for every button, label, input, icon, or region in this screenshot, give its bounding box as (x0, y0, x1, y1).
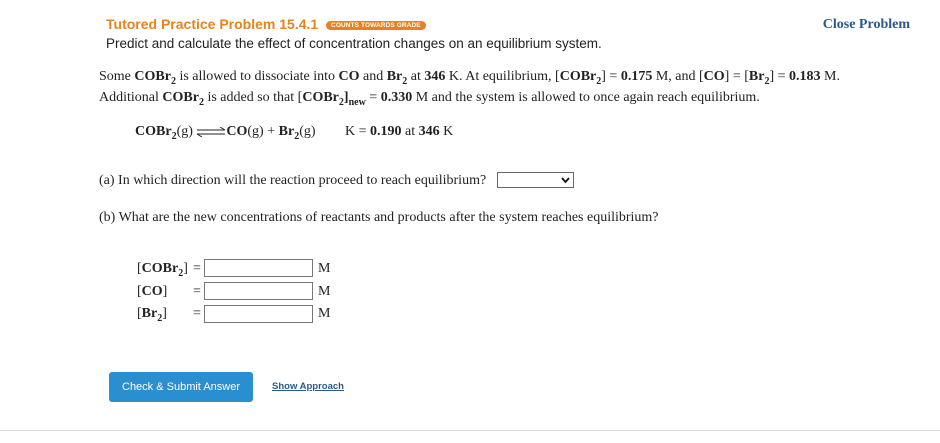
problem-title-text: Tutored Practice Problem 15.4.1 (106, 16, 319, 32)
answer-label-co: [CO] (137, 284, 168, 299)
close-problem-link[interactable]: Close Problem (822, 17, 910, 32)
equals-sign: = (193, 284, 201, 299)
co-concentration-input[interactable] (204, 282, 313, 300)
bottom-divider (0, 430, 940, 431)
problem-text-line-2: Additional COBr$_2$ is added so that $[COBr_2]_{new} = 0.330$ M and the system is allowed to once again reach equilibrium. (99, 90, 760, 108)
unit-label: M (318, 306, 331, 321)
chevron-down-icon (561, 175, 570, 185)
problem-subtitle: Predict and calculate the effect of concentration changes on an equilibrium system. (106, 36, 602, 51)
answer-label-cobr2: [COBr$_2$] (137, 261, 188, 279)
equals-sign: = (193, 261, 201, 276)
problem-text-line-1: Some COBr$_2$ is allowed to dissociate into CO and $Br_2$ at 346 K. At equilibrium, [COBr$_2$] = 0.175 M, and $[CO] = [Br_2] = 0.183$ M. (99, 69, 840, 87)
equilibrium-constant: K = 0.190 at 346 K (345, 124, 454, 139)
answer-label-br2: $[Br_2]$ (137, 306, 167, 324)
cobr2-concentration-input[interactable] (204, 259, 313, 277)
equilibrium-arrow-icon (196, 127, 226, 137)
problem-title (106, 16, 426, 32)
question-b: (b) What are the new concentrations of reactants and products after the system reaches equilibrium? (99, 210, 659, 225)
show-approach-link[interactable]: Show Approach (272, 381, 344, 392)
unit-label: M (318, 284, 331, 299)
equals-sign: = (193, 306, 201, 321)
reaction-equation: COBr$_2$(g) $CO(g) + Br_2(g)$ (135, 124, 316, 142)
check-submit-answer-button[interactable]: Check & Submit Answer (109, 372, 253, 402)
unit-label: M (318, 261, 331, 276)
direction-select[interactable] (497, 172, 574, 188)
counts-towards-grade-badge: COUNTS TOWARDS GRADE (326, 21, 426, 30)
question-a: (a) In which direction will the reaction proceed to reach equilibrium? (99, 173, 487, 188)
br2-concentration-input[interactable] (204, 305, 313, 323)
